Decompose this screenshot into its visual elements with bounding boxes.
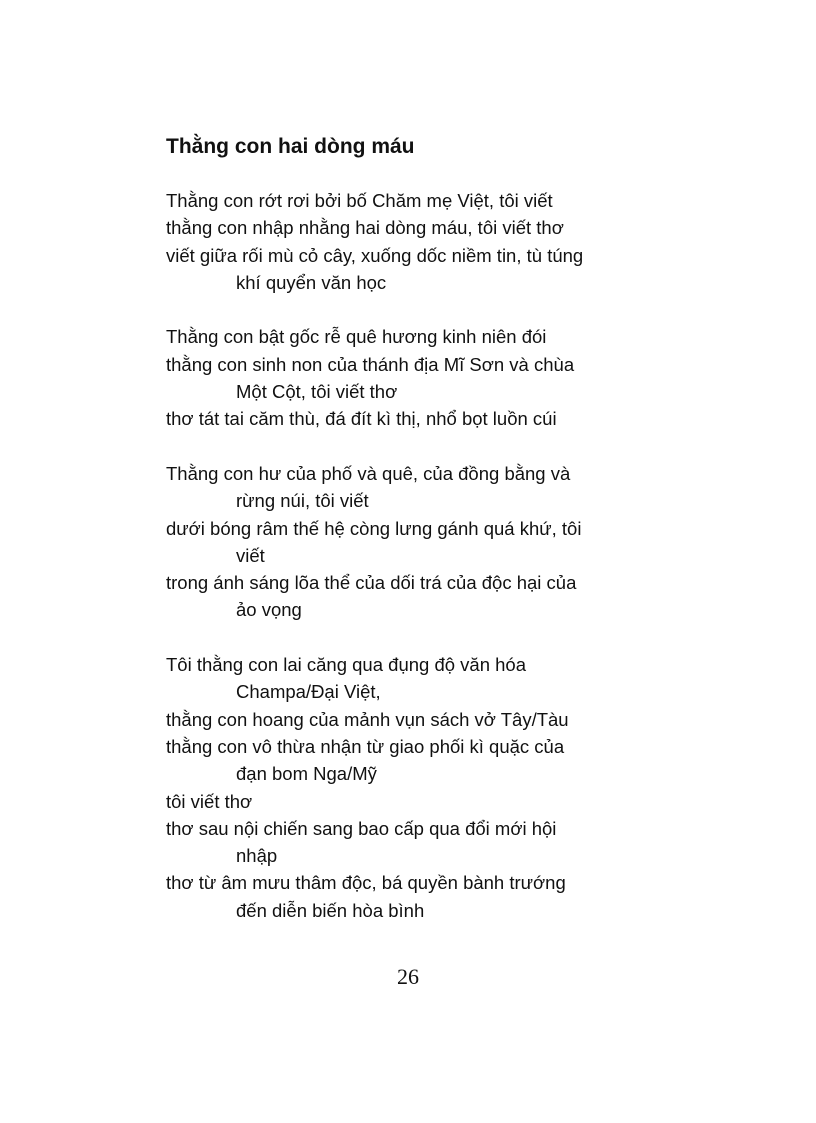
poem-line: thơ từ âm mưu thâm độc, bá quyền bành trướng (166, 872, 566, 894)
poem-line: dưới bóng râm thế hệ còng lưng gánh quá khứ, tôi (166, 517, 582, 539)
poem-line: đến diễn biến hòa bình (236, 899, 425, 921)
poem-line: tôi viết thơ (166, 790, 253, 812)
poem-line: viết giữa rối mù cỏ cây, xuống dốc niềm tin, tù túng (166, 244, 584, 266)
poem-line: Thằng con rớt rơi bởi bố Chăm mẹ Việt, tôi viết (166, 190, 553, 211)
poem-line: đạn bom Nga/Mỹ (236, 763, 377, 785)
poem-line: trong ánh sáng lõa thể của dối trá của độc hại của (166, 572, 577, 594)
stanza (166, 323, 726, 432)
poem-line: nhập (236, 845, 278, 867)
stanza (166, 651, 726, 924)
stanza (166, 187, 726, 296)
poem-line: thơ tát tai căm thù, đá đít kì thị, nhổ bọt luồn cúi (166, 408, 557, 430)
poem-body (166, 187, 726, 924)
poem-line: thằng con hoang của mảnh vụn sách vở Tây/Tàu (166, 708, 569, 730)
poem-line: thằng con nhập nhằng hai dòng máu, tôi viết thơ (166, 217, 564, 239)
poem-line: rừng núi, tôi viết (236, 490, 369, 512)
poem-line: Tôi thằng con lai căng qua đụng độ văn hóa (166, 654, 527, 676)
poem-line: viết (236, 544, 265, 566)
poem-line: ảo vọng (236, 599, 302, 621)
poem-title: Thằng con hai dòng máu (166, 135, 415, 158)
poem-line: thơ sau nội chiến sang bao cấp qua đổi mới hội (166, 817, 557, 839)
poem-line: Một Cột, tôi viết thơ (236, 381, 398, 403)
poem-line: khí quyển văn học (236, 271, 387, 293)
stanza (166, 460, 726, 624)
poem-line: Thằng con bật gốc rễ quê hương kinh niên đói (166, 326, 547, 348)
poem-line: Thằng con hư của phố và quê, của đồng bằng và (166, 462, 571, 484)
poem-line: thằng con sinh non của thánh địa Mĩ Sơn và chùa (166, 353, 575, 375)
poem-line: thằng con vô thừa nhận từ giao phối kì quặc của (166, 735, 565, 757)
poem-line: Champa/Đại Việt, (236, 681, 381, 703)
page-number: 26 (397, 964, 419, 989)
